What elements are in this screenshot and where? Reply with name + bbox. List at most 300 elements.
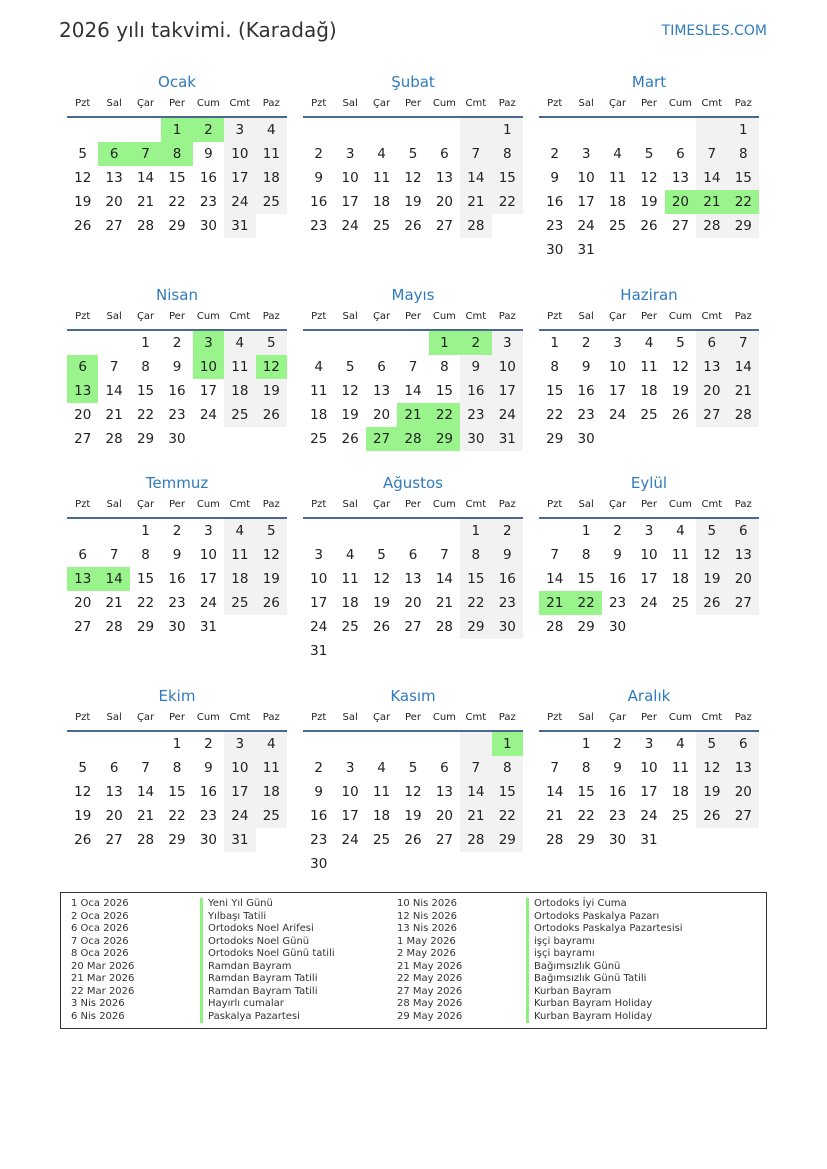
day: 8 — [172, 760, 182, 776]
day: 25 — [341, 619, 359, 635]
day: 27 — [74, 619, 92, 635]
weekday-label: Çar — [136, 712, 155, 723]
day: 12 — [404, 170, 422, 186]
day: 26 — [74, 832, 92, 848]
day: 10 — [492, 355, 523, 379]
holiday-day: 1 — [161, 118, 192, 142]
day: 5 — [256, 519, 287, 543]
weekday-label: Cmt — [229, 499, 251, 510]
weekday-label: Per — [405, 98, 421, 109]
day: 14 — [546, 571, 564, 587]
weekday-label: Pzt — [75, 499, 91, 510]
day: 31 — [310, 643, 328, 659]
day: 17 — [577, 194, 595, 210]
weekday-label: Çar — [372, 311, 391, 322]
day: 15 — [728, 166, 759, 190]
day: 29 — [492, 828, 523, 852]
day: 22 — [577, 808, 595, 824]
weekday-header — [67, 94, 287, 118]
day: 5 — [377, 547, 386, 563]
day: 10 — [577, 170, 595, 186]
holiday-date: 21 Mar 2026 — [71, 973, 135, 984]
day: 14 — [136, 784, 155, 800]
day: 31 — [640, 832, 658, 848]
day: 24 — [577, 218, 595, 234]
day: 24 — [341, 832, 359, 848]
day: 20 — [105, 194, 123, 210]
month-10 — [303, 684, 523, 876]
holiday-name: Bağımsızlık Günü — [526, 961, 620, 974]
day: 6 — [676, 146, 685, 162]
holiday-date: 12 Nis 2026 — [397, 910, 457, 922]
day: 16 — [168, 571, 186, 587]
weekday-label: Pzt — [311, 712, 327, 723]
day: 25 — [224, 591, 255, 615]
empty-cell — [539, 732, 570, 756]
day: 17 — [608, 383, 627, 399]
empty-cell — [397, 732, 428, 756]
weekday-header — [67, 307, 287, 331]
day: 14 — [460, 780, 491, 804]
day: 25 — [640, 407, 658, 423]
day: 23 — [199, 808, 218, 824]
day: 11 — [224, 355, 255, 379]
day: 19 — [74, 808, 92, 824]
day: 13 — [105, 170, 123, 186]
legend-row — [71, 911, 335, 924]
day: 26 — [696, 591, 727, 615]
day: 2 — [550, 146, 559, 162]
weekday-header — [303, 307, 523, 331]
weekday-label: Çar — [136, 499, 155, 510]
day: 31 — [199, 619, 218, 635]
month-name: Kasım — [390, 687, 436, 705]
day: 13 — [372, 383, 391, 399]
legend-row — [71, 986, 335, 999]
day: 1 — [492, 118, 523, 142]
day: 26 — [404, 218, 422, 234]
weekday-label: Pzt — [311, 499, 327, 510]
weekday-label: Sal — [106, 98, 122, 109]
holiday-date: 6 Nis 2026 — [71, 1010, 125, 1022]
day: 5 — [345, 359, 355, 375]
day: 9 — [613, 760, 622, 776]
legend-row — [71, 898, 335, 911]
weekday-label: Cum — [432, 98, 456, 109]
holiday-date: 21 May 2026 — [397, 960, 463, 972]
empty-cell — [303, 519, 334, 543]
holiday-date: 10 Nis 2026 — [397, 898, 457, 909]
empty-cell — [366, 118, 397, 142]
weekday-header — [539, 708, 759, 732]
day: 29 — [577, 832, 595, 848]
day: 27 — [435, 832, 454, 848]
day: 16 — [168, 383, 186, 399]
day: 4 — [256, 732, 287, 756]
holiday-name: Yılbaşı Tatili — [200, 911, 266, 924]
day: 25 — [224, 403, 255, 427]
empty-cell — [130, 732, 161, 756]
day: 13 — [671, 170, 690, 186]
day: 30 — [199, 218, 218, 234]
holiday-day: 27 — [366, 427, 397, 451]
empty-cell — [67, 331, 98, 355]
day: 10 — [224, 756, 255, 780]
day: 29 — [168, 832, 186, 848]
day: 30 — [492, 615, 523, 639]
weekday-label: Paz — [262, 499, 280, 510]
holiday-day: 20 — [665, 190, 696, 214]
month-name: Temmuz — [145, 474, 209, 492]
day: 26 — [640, 218, 658, 234]
day: 18 — [224, 567, 255, 591]
day: 10 — [199, 547, 218, 563]
day: 11 — [310, 383, 328, 399]
day: 4 — [377, 760, 386, 776]
day: 24 — [224, 804, 255, 828]
day: 11 — [608, 170, 627, 186]
day: 1 — [172, 736, 182, 752]
day: 20 — [435, 194, 454, 210]
day: 1 — [141, 335, 150, 351]
day: 28 — [696, 214, 727, 238]
day: 21 — [546, 808, 564, 824]
weekday-label: Per — [169, 712, 185, 723]
day: 19 — [404, 808, 422, 824]
day: 31 — [224, 214, 255, 238]
month-7 — [303, 471, 523, 663]
day: 11 — [640, 359, 658, 375]
day: 9 — [581, 359, 591, 375]
weekday-header — [539, 495, 759, 519]
day: 4 — [644, 335, 654, 351]
day: 27 — [105, 218, 123, 234]
day-grid — [303, 331, 523, 451]
day: 21 — [105, 407, 123, 423]
day: 18 — [310, 407, 328, 423]
day: 20 — [696, 379, 727, 403]
day: 11 — [224, 543, 255, 567]
weekday-label: Cmt — [701, 499, 723, 510]
weekday-label: Cmt — [465, 712, 487, 723]
day: 16 — [492, 567, 523, 591]
day: 23 — [460, 403, 491, 427]
holiday-name: Kurban Bayram Holiday — [526, 998, 652, 1011]
weekday-label: Pzt — [547, 311, 563, 322]
day: 25 — [608, 218, 627, 234]
holiday-date: 2 May 2026 — [397, 948, 456, 959]
day-grid — [67, 331, 287, 451]
page-title: 2026 yılı takvimi. (Karadağ) — [59, 18, 337, 42]
day: 11 — [341, 571, 359, 587]
day: 30 — [168, 619, 186, 635]
weekday-label: Per — [169, 499, 185, 510]
month-name: Mart — [631, 73, 667, 91]
weekday-label: Per — [405, 311, 421, 322]
weekday-label: Cum — [432, 311, 456, 322]
day: 7 — [109, 547, 119, 563]
holiday-name: Bağımsızlık Günü Tatili — [526, 973, 646, 986]
day: 20 — [372, 407, 391, 423]
day: 30 — [546, 242, 564, 258]
day: 2 — [581, 335, 591, 351]
day: 17 — [640, 784, 658, 800]
day: 11 — [256, 756, 287, 780]
weekday-label: Per — [641, 499, 657, 510]
day: 8 — [581, 760, 591, 776]
day: 30 — [310, 856, 328, 872]
holiday-name: işçi bayramı — [526, 936, 595, 949]
month-5 — [539, 283, 759, 451]
weekday-label: Pzt — [547, 499, 563, 510]
day: 30 — [199, 832, 218, 848]
month-0 — [67, 70, 287, 238]
empty-cell — [130, 118, 161, 142]
day: 30 — [168, 431, 186, 447]
day: 27 — [728, 591, 759, 615]
legend-row — [397, 936, 683, 949]
month-name: Şubat — [391, 73, 435, 91]
weekday-label: Sal — [342, 712, 358, 723]
weekday-header — [303, 708, 523, 732]
day: 21 — [435, 595, 454, 611]
day: 21 — [460, 190, 491, 214]
month-11 — [539, 684, 759, 852]
day: 21 — [136, 194, 155, 210]
day: 26 — [74, 218, 92, 234]
weekday-label: Cum — [668, 499, 692, 510]
month-name: Nisan — [156, 286, 198, 304]
weekday-label: Çar — [608, 712, 627, 723]
weekday-label: Çar — [136, 311, 155, 322]
weekday-label: Paz — [262, 98, 280, 109]
holiday-date: 1 Oca 2026 — [71, 898, 129, 909]
day: 23 — [608, 808, 627, 824]
day: 2 — [613, 736, 622, 752]
weekday-label: Çar — [608, 311, 627, 322]
day: 18 — [640, 383, 658, 399]
day: 23 — [492, 591, 523, 615]
day: 3 — [492, 331, 523, 355]
empty-cell — [303, 118, 334, 142]
day: 26 — [696, 804, 727, 828]
day: 14 — [105, 383, 123, 399]
day: 21 — [136, 808, 155, 824]
day: 11 — [671, 547, 690, 563]
day: 10 — [224, 142, 255, 166]
legend-row — [397, 998, 683, 1011]
day: 15 — [460, 567, 491, 591]
day: 7 — [109, 359, 119, 375]
day: 9 — [172, 547, 182, 563]
weekday-label: Sal — [578, 98, 594, 109]
day: 29 — [546, 431, 564, 447]
day: 15 — [492, 166, 523, 190]
empty-cell — [429, 519, 460, 543]
day: 5 — [78, 760, 87, 776]
day: 20 — [728, 567, 759, 591]
empty-cell — [98, 118, 129, 142]
day: 14 — [136, 170, 155, 186]
holiday-name: Ortodoks Noel Günü — [200, 936, 309, 949]
brand-link[interactable]: TIMESLES.COM — [661, 23, 767, 39]
day-grid — [539, 519, 759, 639]
legend-column — [71, 898, 335, 1023]
month-name: Aralık — [627, 687, 671, 705]
weekday-header — [539, 94, 759, 118]
holiday-day: 22 — [429, 403, 460, 427]
holiday-date: 13 Nis 2026 — [397, 923, 457, 934]
day: 23 — [168, 595, 186, 611]
weekday-label: Per — [641, 98, 657, 109]
day: 13 — [435, 784, 454, 800]
day: 7 — [550, 547, 559, 563]
weekday-label: Çar — [372, 712, 391, 723]
day: 29 — [136, 619, 155, 635]
day: 5 — [696, 732, 727, 756]
empty-cell — [98, 732, 129, 756]
empty-cell — [334, 519, 365, 543]
weekday-label: Pzt — [75, 311, 91, 322]
day: 23 — [199, 194, 218, 210]
holiday-date: 2 Oca 2026 — [71, 910, 129, 922]
empty-cell — [366, 331, 397, 355]
day: 6 — [728, 732, 759, 756]
day: 8 — [492, 756, 523, 780]
day: 1 — [460, 519, 491, 543]
weekday-label: Sal — [106, 499, 122, 510]
weekday-label: Pzt — [547, 712, 563, 723]
weekday-label: Pzt — [75, 98, 91, 109]
day: 18 — [671, 571, 690, 587]
day: 28 — [435, 619, 454, 635]
day: 6 — [440, 146, 449, 162]
empty-cell — [665, 118, 696, 142]
weekday-label: Cmt — [701, 712, 723, 723]
holiday-name: Paskalya Pazartesi — [200, 1011, 300, 1024]
empty-cell — [366, 732, 397, 756]
day: 8 — [492, 142, 523, 166]
day: 27 — [696, 403, 727, 427]
day: 20 — [105, 808, 123, 824]
holiday-day: 29 — [429, 427, 460, 451]
weekday-label: Çar — [372, 499, 391, 510]
legend-row — [71, 998, 335, 1011]
day: 25 — [310, 431, 328, 447]
weekday-header — [303, 495, 523, 519]
legend-row — [71, 973, 335, 986]
day: 1 — [141, 523, 150, 539]
month-name: Haziran — [620, 286, 678, 304]
weekday-label: Paz — [734, 98, 752, 109]
day: 3 — [204, 523, 213, 539]
day: 27 — [435, 218, 454, 234]
empty-cell — [429, 732, 460, 756]
day: 14 — [435, 571, 454, 587]
day: 27 — [404, 619, 422, 635]
day: 3 — [345, 760, 355, 776]
day: 15 — [136, 571, 155, 587]
day: 18 — [256, 166, 287, 190]
day: 28 — [136, 218, 155, 234]
empty-cell — [460, 732, 491, 756]
day: 25 — [671, 808, 690, 824]
day: 7 — [550, 760, 559, 776]
day: 19 — [256, 567, 287, 591]
day: 21 — [460, 804, 491, 828]
empty-cell — [570, 118, 601, 142]
weekday-header — [67, 708, 287, 732]
holiday-name: Yeni Yıl Günü — [200, 898, 273, 911]
day: 4 — [256, 118, 287, 142]
holiday-day: 22 — [728, 190, 759, 214]
day: 2 — [314, 760, 323, 776]
holiday-day: 10 — [193, 355, 224, 379]
day: 13 — [435, 170, 454, 186]
weekday-label: Paz — [498, 712, 516, 723]
empty-cell — [633, 118, 664, 142]
day: 19 — [256, 379, 287, 403]
day: 17 — [199, 383, 218, 399]
empty-cell — [303, 732, 334, 756]
empty-cell — [303, 331, 334, 355]
holiday-day: 2 — [460, 331, 491, 355]
empty-cell — [397, 118, 428, 142]
holiday-date: 29 May 2026 — [397, 1010, 463, 1022]
empty-cell — [98, 519, 129, 543]
day: 30 — [608, 619, 627, 635]
day: 16 — [577, 383, 595, 399]
day: 24 — [224, 190, 255, 214]
month-8 — [539, 471, 759, 639]
holiday-name: Ortodoks Paskalya Pazarı — [526, 911, 659, 924]
day: 20 — [74, 407, 92, 423]
day: 6 — [78, 547, 87, 563]
weekday-label: Cum — [196, 98, 220, 109]
day: 22 — [168, 808, 186, 824]
holiday-day: 3 — [193, 331, 224, 355]
day: 18 — [256, 780, 287, 804]
day: 26 — [404, 832, 422, 848]
day: 23 — [310, 218, 328, 234]
weekday-label: Çar — [136, 98, 155, 109]
weekday-label: Per — [405, 499, 421, 510]
month-4 — [303, 283, 523, 451]
day: 27 — [105, 832, 123, 848]
holiday-name: Kurban Bayram Holiday — [526, 1011, 652, 1024]
holiday-date: 7 Oca 2026 — [71, 935, 129, 947]
day: 12 — [74, 170, 92, 186]
empty-cell — [539, 118, 570, 142]
weekday-label: Paz — [498, 499, 516, 510]
day: 17 — [310, 595, 328, 611]
day: 17 — [224, 166, 255, 190]
weekday-label: Per — [405, 712, 421, 723]
day: 18 — [608, 194, 627, 210]
day: 28 — [136, 832, 155, 848]
day: 4 — [224, 331, 255, 355]
day: 27 — [728, 804, 759, 828]
holiday-date: 6 Oca 2026 — [71, 923, 129, 934]
day: 23 — [608, 595, 627, 611]
day: 21 — [728, 379, 759, 403]
holiday-day: 1 — [429, 331, 460, 355]
legend-row — [397, 961, 683, 974]
day: 12 — [696, 543, 727, 567]
holiday-date: 3 Nis 2026 — [71, 998, 125, 1009]
month-9 — [67, 684, 287, 852]
day: 6 — [728, 519, 759, 543]
